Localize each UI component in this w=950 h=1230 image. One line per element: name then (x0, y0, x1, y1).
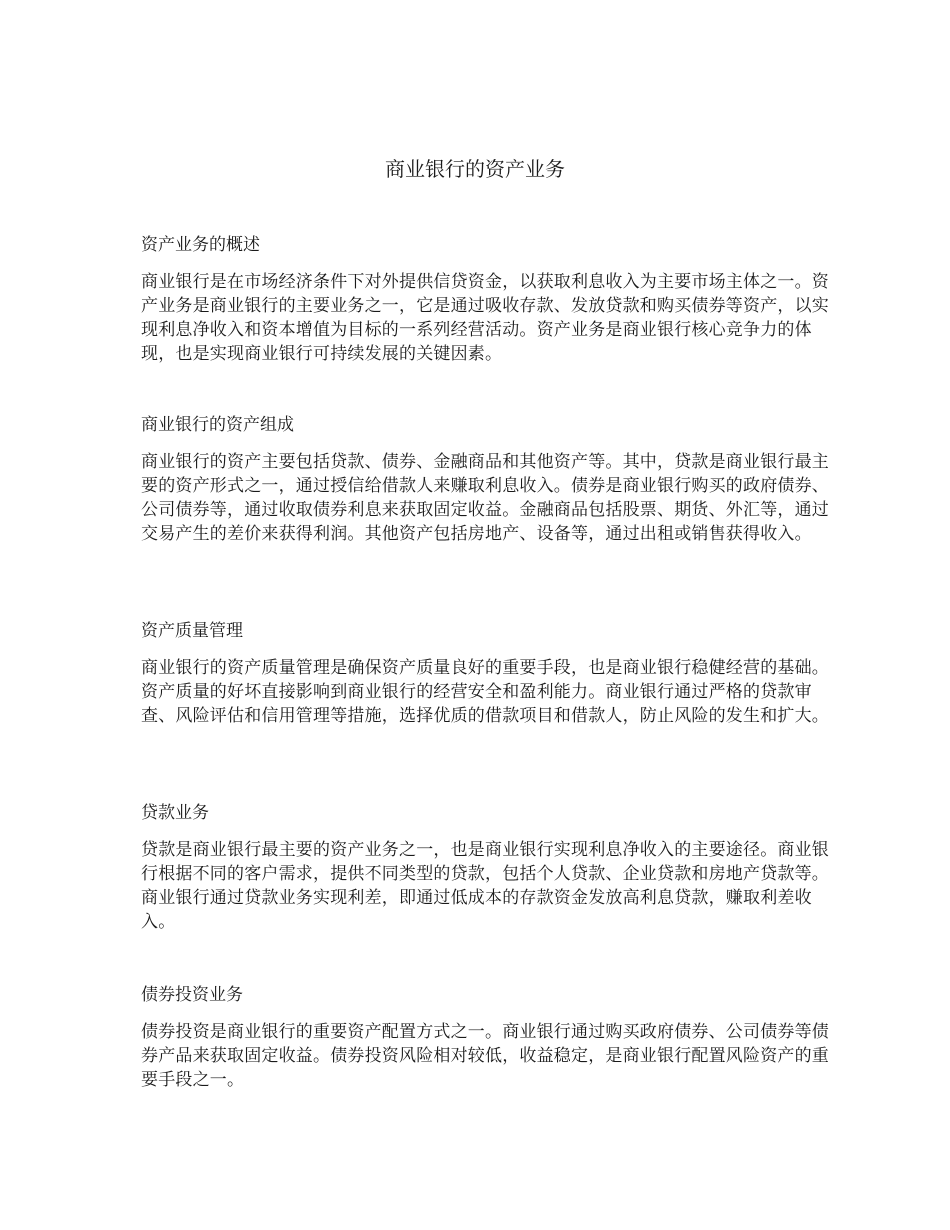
document-title: 商业银行的资产业务 (385, 157, 565, 181)
section-heading: 贷款业务 (141, 803, 209, 823)
section-body: 债券投资是商业银行的重要资产配置方式之一。商业银行通过购买政府债券、公司债券等债券产品来获取固定收益。债券投资风险相对较低，收益稳定，是商业银行配置风险资产的重要手段之一。 (141, 1022, 829, 1090)
section-body: 商业银行的资产质量管理是确保资产质量良好的重要手段，也是商业银行稳健经营的基础。资产质量的好坏直接影响到商业银行的经营安全和盈利能力。商业银行通过严格的贷款审查、风险评估和信用管理等措施，选择优质的借款项目和借款人，防止风险的发生和扩大。 (141, 658, 829, 726)
section-body: 商业银行是在市场经济条件下对外提供信贷资金，以获取利息收入为主要市场主体之一。资产业务是商业银行的主要业务之一，它是通过吸收存款、发放贷款和购买债券等资产，以实现利息净收入和资本增值为目标的一系列经营活动。资产业务是商业银行核心竞争力的体现，也是实现商业银行可持续发展的关键因素。 (141, 272, 829, 364)
section-heading: 商业银行的资产组成 (141, 415, 294, 435)
section-body: 贷款是商业银行最主要的资产业务之一，也是商业银行实现利息净收入的主要途径。商业银行根据不同的客户需求，提供不同类型的贷款，包括个人贷款、企业贷款和房地产贷款等。商业银行通过贷款业务实现利差，即通过低成本的存款资金发放高利息贷款，赚取利差收入。 (141, 840, 829, 932)
section-asset-overview (141, 232, 831, 366)
section-loan-business (141, 800, 831, 934)
section-heading: 债券投资业务 (141, 985, 243, 1005)
section-heading: 资产业务的概述 (141, 235, 260, 255)
section-bond-investment (141, 982, 831, 1092)
section-body: 商业银行的资产主要包括贷款、债券、金融商品和其他资产等。其中，贷款是商业银行最主要的资产形式之一，通过授信给借款人来赚取利息收入。债券是商业银行购买的政府债券、公司债券等，通过收取债券利息来获取固定收益。金融商品包括股票、期货、外汇等，通过交易产生的差价来获得利润。其他资产包括房地产、设备等，通过出租或销售获得收入。 (141, 452, 829, 544)
section-heading: 资产质量管理 (141, 621, 243, 641)
section-asset-composition (141, 412, 831, 546)
section-asset-quality-management (141, 618, 831, 728)
